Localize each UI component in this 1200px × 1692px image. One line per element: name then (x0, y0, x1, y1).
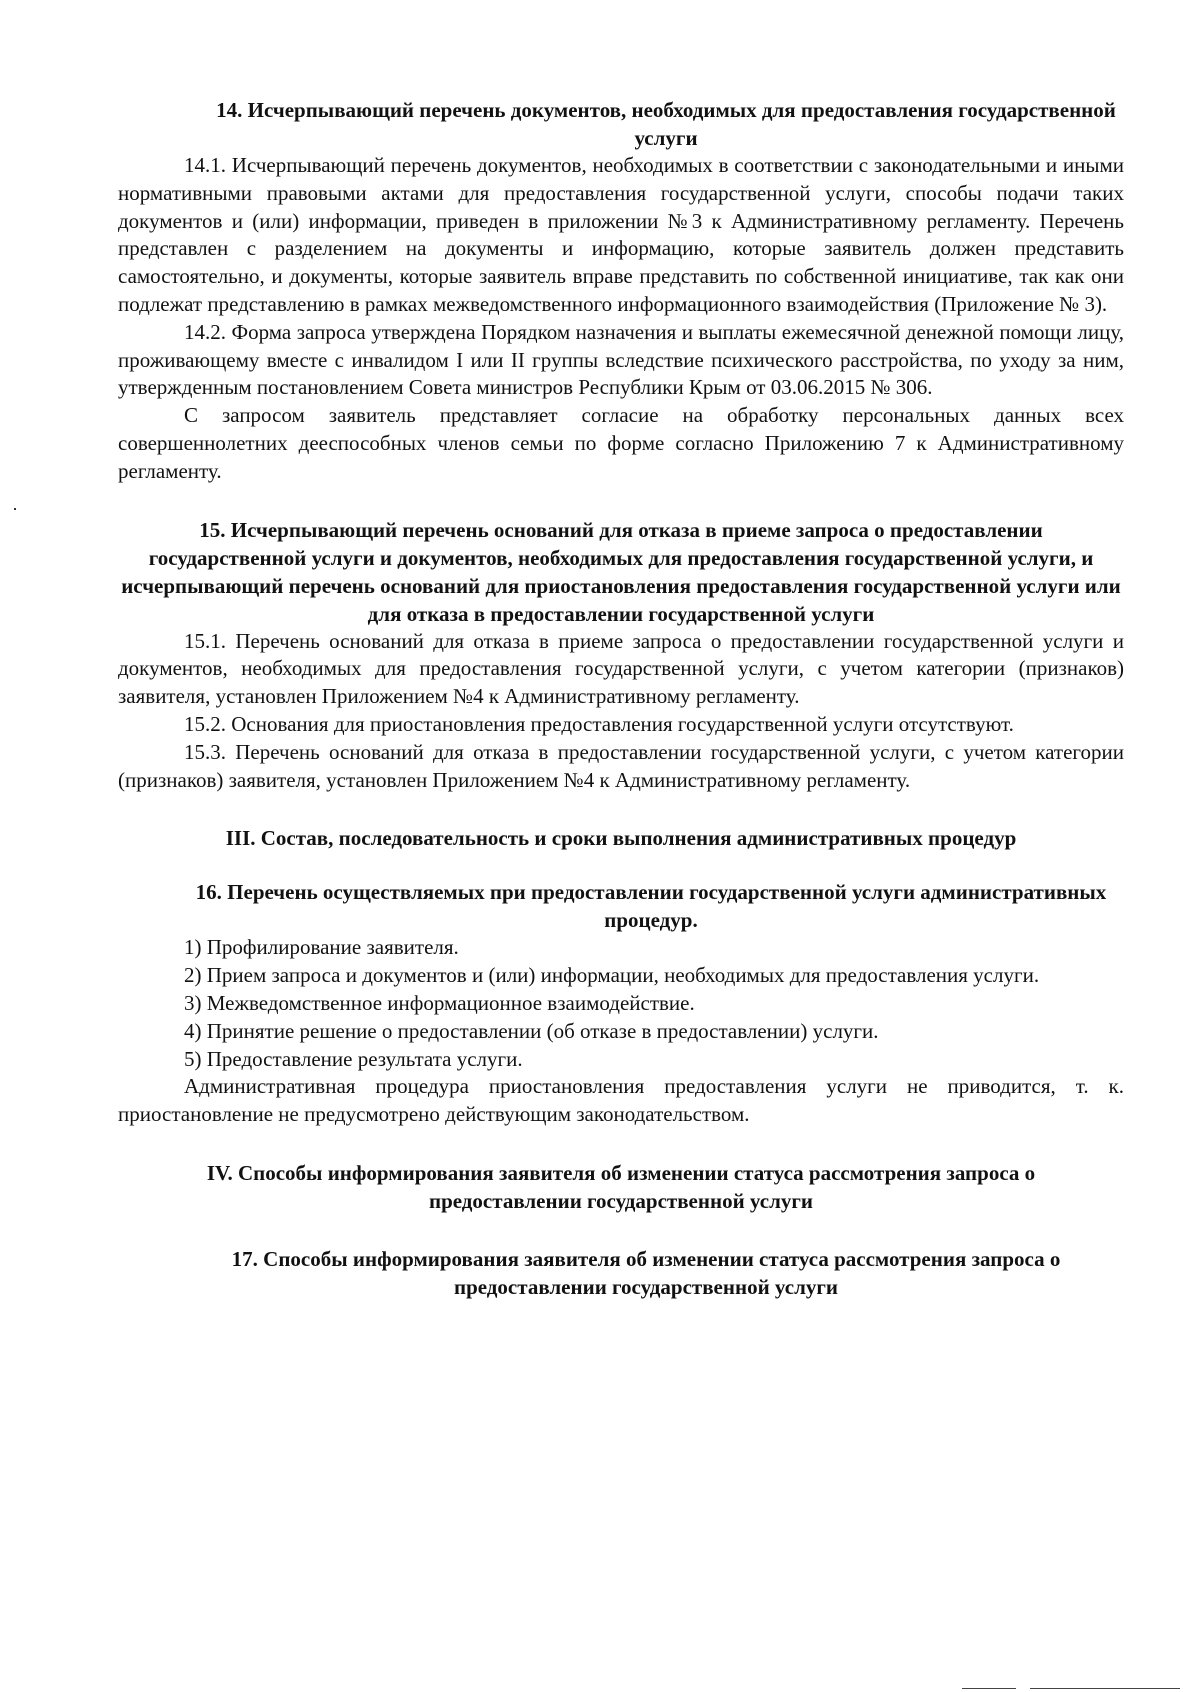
paragraph-14-2: 14.2. Форма запроса утверждена Порядком назначения и выплаты ежемесячной денежной помощи лицу, проживающему вместе с инвалидом I или II группы вследствие психического расстройства, по уходу за ним, утвержденным постановлением Совета министров Республики Крым от 03.06.2015 № 306. (118, 319, 1124, 400)
section-16 (118, 878, 1124, 1129)
paragraph-consent: С запросом заявитель представляет согласие на обработку персональных данных всех совершеннолетних дееспособных членов семьи по форме согласно Приложению 7 к Административному регламенту. (118, 403, 1124, 483)
section-14-heading: 14. Исчерпывающий перечень документов, необходимых для предоставления государственной услуги (216, 98, 1116, 150)
paragraph-14-1: 14.1. Исчерпывающий перечень документов, необходимых в соответствии с законодательными и иными нормативными правовыми актами для предоставления государственной услуги, способы подачи таких документов и (или) информации, приведен в приложении №3 к Административному регламенту. Перечень представлен с разделением на документы и информацию, которые заявитель должен представить самостоятельно, и документы, которые заявитель вправе представить по собственной инициативе, так как они подлежат представлению в рамках межведомственного информационного взаимодействия (Приложение № 3). (118, 153, 1124, 316)
scan-speck (14, 508, 16, 510)
section-17-heading: 17. Способы информирования заявителя об изменении статуса рассмотрения запроса о предоставлении государственной услуги (231, 1246, 1061, 1299)
procedure-item-4: 4) Принятие решение о предоставлении (об отказе в предоставлении) услуги. (184, 1018, 879, 1043)
footer-rule-left (962, 1688, 1016, 1689)
paragraph-15-3: 15.3. Перечень оснований для отказа в предоставлении государственной услуги, с учетом категории (признаков) заявителя, установлен Приложением №4 к Административному регламенту. (118, 739, 1124, 792)
paragraph-suspension-note: Административная процедура приостановления предоставления услуги не приводится, т. к. приостановление не предусмотрено действующим законодательством. (118, 1074, 1124, 1127)
paragraph-15-1: 15.1. Перечень оснований для отказа в приеме запроса о предоставлении государственной услуги и документов, необходимых для предоставления государственной услуги, с учетом категории (признаков) заявителя, установлен Приложением №4 к Административному регламенту. (118, 628, 1124, 709)
procedure-item-5: 5) Предоставление результата услуги. (184, 1046, 523, 1071)
procedure-item-3: 3) Межведомственное информационное взаимодействие. (184, 990, 695, 1015)
paragraph-15-2: 15.2. Основания для приостановления предоставления государственной услуги отсутствуют. (184, 711, 1014, 736)
section-15 (118, 516, 1124, 795)
footer-rule-right (1030, 1688, 1180, 1689)
procedure-item-1: 1) Профилирование заявителя. (184, 935, 459, 960)
section-16-heading: 16. Перечень осуществляемых при предоставлении государственной услуги административных процедур. (195, 880, 1107, 933)
section-14 (118, 96, 1124, 486)
document-page (118, 96, 1124, 1301)
section-15-heading: 15. Исчерпывающий перечень оснований для отказа в приеме запроса о предоставлении государственной услуги и документов, необходимых для предоставления государственной услуги, и исчерпывающий перечень оснований для приостановления предоставления государственной услуги или для отказа в предоставлении государственной услуги (121, 517, 1121, 626)
part-3-heading: III. Состав, последовательность и сроки выполнения административных процедур (225, 826, 1017, 851)
part-4-heading: IV. Способы информирования заявителя об изменении статуса рассмотрения запроса о предоставлении государственной услуги (206, 1160, 1036, 1213)
procedure-item-2: 2) Прием запроса и документов и (или) информации, необходимых для предоставления услуги. (184, 963, 1040, 988)
